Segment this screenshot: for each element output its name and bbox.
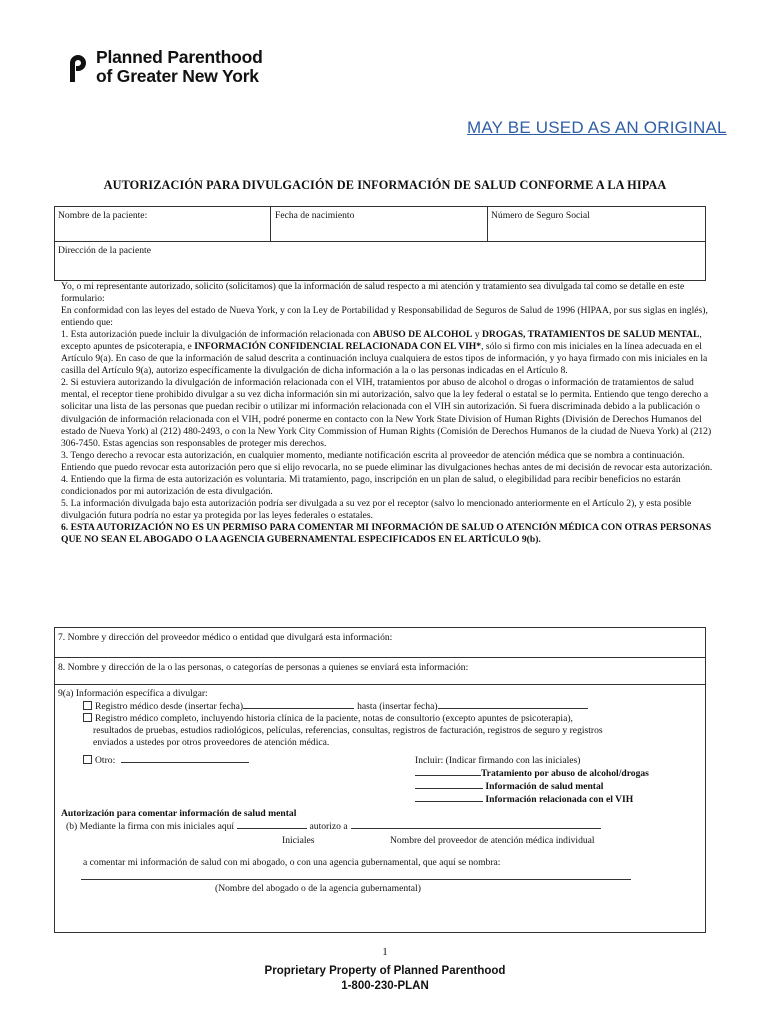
table-divider bbox=[487, 206, 488, 241]
term-6: 6. ESTA AUTORIZACIÓN NO ES UN PERMISO PARA COMENTAR MI INFORMACIÓN DE SALUD O ATENCIÓN MÉDICA CON OTRAS PERSONAS QUE NO SEAN EL ABOGADO O LA AGENCIA GUBERNAMENTAL ESPECIFICADOS EN EL ARTÍCULO 9(b). bbox=[61, 521, 712, 545]
attorney-name-line[interactable] bbox=[81, 879, 631, 880]
patient-name-field[interactable]: Nombre de la paciente: bbox=[58, 210, 148, 221]
section-7-provider[interactable]: 7. Nombre y dirección del proveedor médico o entidad que divulgará esta información: bbox=[58, 632, 393, 643]
include-hiv: Información relacionada con el VIH bbox=[415, 794, 633, 805]
term-2: 2. Si estuviera autorizando la divulgación de información relacionada con el VIH, tratamientos por abuso de alcohol o drogas o información de tratamientos de salud mental, el receptor tiene prohibido divulgar a su vez dicha información sin mi autorización, salvo que la ley federal o estatal se lo permita. Entiendo que tengo derecho a solicitar una lista de las personas que puedan recibir o utilizar mi información relacionada con el VIH sin autorización. Si fuera discriminada debido a la publicación o divulgación de información relacionada con el VIH, podré ponerme en contacto con la New York State Division of Human Rights (División de Derechos Humanos del estado de Nueva York) al (212) 480-2493, o con la New York City Commission of Human Rights (Comisión de Derechos Humanos de la ciudad de Nueva York) al (212) 306-7450. Estas agencias son responsables de proteger mis derechos. bbox=[61, 377, 712, 449]
checkbox-date-range[interactable] bbox=[83, 701, 92, 710]
checkbox-full-record[interactable] bbox=[83, 713, 92, 722]
table-divider bbox=[54, 657, 706, 658]
original-notice: MAY BE USED AS AN ORIGINAL bbox=[467, 118, 727, 137]
authorization-terms bbox=[61, 281, 721, 546]
attorney-label: (Nombre del abogado o de la agencia gubernamental) bbox=[215, 883, 421, 894]
include-instructions: Incluir: (Indicar firmando con las iniciales) bbox=[415, 755, 581, 766]
org-line-1: Planned Parenthood bbox=[96, 47, 263, 67]
other-line[interactable] bbox=[121, 762, 249, 763]
ssn-field[interactable]: Número de Seguro Social bbox=[491, 210, 590, 221]
section-9b-line: (b) Mediante la firma con mis iniciales aquí autorizo a bbox=[66, 821, 601, 832]
provider-name-line[interactable] bbox=[351, 828, 601, 829]
dob-field[interactable]: Fecha de nacimiento bbox=[275, 210, 355, 221]
page-number: 1 bbox=[382, 946, 388, 958]
option-other: Otro: bbox=[83, 755, 249, 766]
option-full-record: Registro médico completo, incluyendo historia clínica de la paciente, notas de consultorio (excepto apuntes de psicoterapia), resultados de pruebas, estudios radiológicos, películas, referencias, consultas, registros de facturación, registros de seguro y registros enviados a ustedes por otros proveedores de atención médica. bbox=[83, 713, 703, 750]
initials-label: Iniciales bbox=[282, 835, 315, 846]
initials-9b-line[interactable] bbox=[237, 828, 307, 829]
org-name bbox=[96, 48, 263, 86]
patient-info-table bbox=[54, 206, 706, 281]
org-line-2: of Greater New York bbox=[96, 66, 259, 86]
include-alcohol-drugs: Tratamiento por abuso de alcohol/drogas bbox=[415, 768, 649, 779]
to-date-line[interactable] bbox=[438, 708, 588, 709]
law-paragraph: En conformidad con las leyes del estado de Nueva York, y con la Ley de Portabilidad y Responsabilidad de Seguros de Salud de 1996 (HIPAA, por sus siglas en inglés), entiendo que: bbox=[61, 305, 708, 329]
footer-phone: 1-800-230-PLAN bbox=[341, 980, 429, 992]
term-3: 3. Tengo derecho a revocar esta autorización, en cualquier momento, mediante notificación escrita al proveedor de atención médica que se nombra a continuación. Entiendo que puedo revocar esta autorización pero que si elijo revocarla, no se puede eliminar las divulgaciones hechas antes de mi decisión de revocar esta autorización. bbox=[61, 449, 713, 473]
from-date-line[interactable] bbox=[243, 708, 354, 709]
table-divider bbox=[270, 206, 271, 241]
include-mental-health: Información de salud mental bbox=[415, 781, 603, 792]
initials-hiv-line[interactable] bbox=[415, 801, 483, 802]
form-title: AUTORIZACIÓN PARA DIVULGACIÓN DE INFORMACIÓN DE SALUD CONFORME A LA HIPAA bbox=[103, 178, 667, 192]
term-5: 5. La información divulgada bajo esta autorización podría ser divulgada a su vez por el receptor (salvo lo mencionado anteriormente en el Artículo 2), y esta posible divulgación futura podría no estar ya protegida por las leyes federales o estatales. bbox=[61, 497, 692, 521]
mental-health-heading: Autorización para comentar información de salud mental bbox=[61, 808, 297, 819]
term-4: 4. Entiendo que la firma de esta autorización es voluntaria. Mi tratamiento, pago, inscripción en un plan de salud, o elegibilidad para recibir beneficios no estarán condicionados por mi autorización de esta divulgación. bbox=[61, 473, 681, 497]
option-date-range: Registro médico desde (insertar fecha) hasta (insertar fecha) bbox=[83, 701, 588, 712]
initials-mental-line[interactable] bbox=[415, 788, 483, 789]
footer-proprietary: Proprietary Property of Planned Parenthood bbox=[264, 965, 506, 977]
address-field[interactable]: Dirección de la paciente bbox=[58, 245, 151, 256]
term-1: 1. Esta autorización puede incluir la divulgación de información relacionada con ABUSO DE ALCOHOL y DROGAS, TRATAMIENTOS DE SALUD MENTAL, excepto apuntes de psicoterapia, e INFORMACIÓN CONFIDENCIAL RELACIONADA CON EL VIH*, sólo si firmo con mis iniciales en la línea adecuada en el Artículo 9(a). En caso de que la información de salud descrita a continuación incluya cualquiera de estos tipos de información, y yo haya firmado con mis iniciales en la casilla del Artículo 9(a), autorizo específicamente la divulgación de dicha información a la o las personas indicadas en el Artículo 8. bbox=[61, 329, 708, 377]
checkbox-other[interactable] bbox=[83, 755, 92, 764]
intro-paragraph: Yo, o mi representante autorizado, solicito (solicitamos) que la información de salud respecto a mi atención y tratamiento sea divulgada tal como se detalle en este formulario: bbox=[61, 281, 685, 305]
provider-label: Nombre del proveedor de atención médica individual bbox=[390, 835, 595, 846]
table-divider bbox=[54, 241, 706, 242]
comment-line-text: a comentar mi información de salud con mi abogado, o con una agencia gubernamental, que aquí se nombra: bbox=[83, 857, 501, 868]
initials-alcohol-line[interactable] bbox=[415, 775, 481, 776]
section-8-recipients[interactable]: 8. Nombre y dirección de la o las personas, o categorías de personas a quienes se enviará esta información: bbox=[58, 662, 469, 673]
planned-parenthood-logo-icon bbox=[67, 52, 89, 82]
section-9a-heading: 9(a) Información específica a divulgar: bbox=[58, 688, 208, 699]
table-divider bbox=[54, 684, 706, 685]
